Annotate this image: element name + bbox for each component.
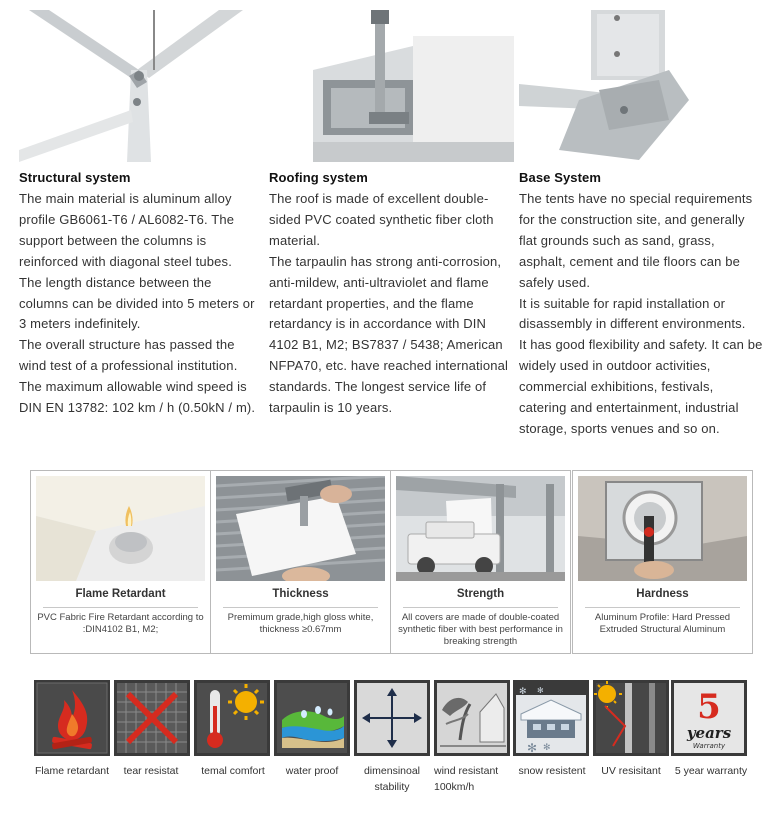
card-divider [43,607,198,608]
roofing-photo [313,10,514,162]
card-title: Thickness [272,588,329,600]
thermometer-icon [194,680,270,756]
svg-text:✻: ✻ [543,743,551,753]
card-divider [223,607,378,608]
warranty-icon [671,680,747,756]
svg-text:years: years [686,724,732,742]
flame-retardant-card [30,470,211,654]
hardness-test-photo [578,476,747,581]
section-paragraph: The maximum allowable wind speed is DIN EN 13782: 102 km / h (0.50kN / m). [19,379,256,416]
tear-icon [114,680,190,756]
icon-label: snow resistent [518,765,586,777]
icon-label: wind resistant 100km/h [434,765,499,793]
water-icon [274,680,350,756]
wind-icon [434,680,510,756]
icon-label: tear resistat [123,765,179,777]
icon-label: temal comfort [201,765,265,777]
thickness-card [210,470,391,654]
uv-icon [593,680,669,756]
svg-text:✻: ✻ [537,686,544,695]
card-description: PVC Fabric Fire Retardant according to :DIN4102 B1, M2; [37,612,204,635]
card-divider [585,607,740,608]
snow-icon [513,680,589,756]
section-paragraph: The tarpaulin has strong anti-corrosion, anti-mildew, anti-ultraviolet and flame retardant properties, and the flame retardancy is in accordance with DIN 4102 B1, M2; BS7837 / 5438; American NFPA70, etc. have reached international standards. The longest service life of tarpaulin is 10 years. [269,253,509,416]
icon-label: water proof [285,765,339,777]
hardness-card [572,470,753,654]
section-title: Base System [519,170,602,185]
structural-photo [19,10,262,162]
section-title: Roofing system [269,170,368,185]
roofing-system-section [269,168,513,419]
section-paragraph: The tents have no special requirements for the construction site, and generally flat grounds such as sand, grass, asphalt, cement and tile floors can be safely used. [519,191,753,290]
card-title: Strength [456,588,505,600]
card-description: Aluminum Profile: Hard Pressed Extruded Structural Aluminum [594,612,731,635]
svg-text:5: 5 [697,687,721,727]
icon-label: dimensinoal stability [363,765,421,793]
strength-card [390,470,571,654]
section-paragraph: It is suitable for rapid installation or disassembly in different environments. [519,295,746,332]
card-title: Hardness [636,588,689,600]
flame-icon [34,680,110,756]
card-title: Flame Retardant [75,588,166,600]
icon-label: UV resisitant [601,765,661,777]
section-paragraph: It has good flexibility and safety. It can be widely used in outdoor activities, commercial exhibitions, festivals, catering and entertainment, industrial storage, sports venues and so on. [519,337,763,436]
section-paragraph: The roof is made of excellent double-sided PVC coated synthetic fiber cloth material. [269,191,494,248]
thickness-photo [216,476,385,581]
section-paragraph: The main material is aluminum alloy profile GB6061-T6 / AL6082-T6. The support between the columns is reinforced with diagonal steel tubes. [19,191,235,269]
base-system-section [519,168,763,440]
section-paragraph: The overall structure has passed the wind test of a professional institution. [19,337,238,374]
svg-text:✻: ✻ [527,741,538,755]
arrows-icon [354,680,430,756]
icon-label: Flame retardant [34,765,110,777]
base-photo [519,10,699,162]
svg-text:Warranty: Warranty [692,742,726,750]
card-description: All covers are made of double-coated synthetic fiber with best performance in breaking strength [398,612,563,647]
card-divider [403,607,558,608]
flame-test-photo [36,476,205,581]
svg-text:✻: ✻ [519,687,527,697]
card-description: Premimum grade,high gloss white, thickness ≥0.67mm [227,612,374,635]
structural-system-section [19,168,263,419]
icon-label: 5 year warranty [674,765,748,777]
section-title: Structural system [19,170,131,185]
strength-test-photo [396,476,565,581]
section-paragraph: The length distance between the columns can be divided into 5 meters or 3 meters indefinitely. [19,274,255,332]
